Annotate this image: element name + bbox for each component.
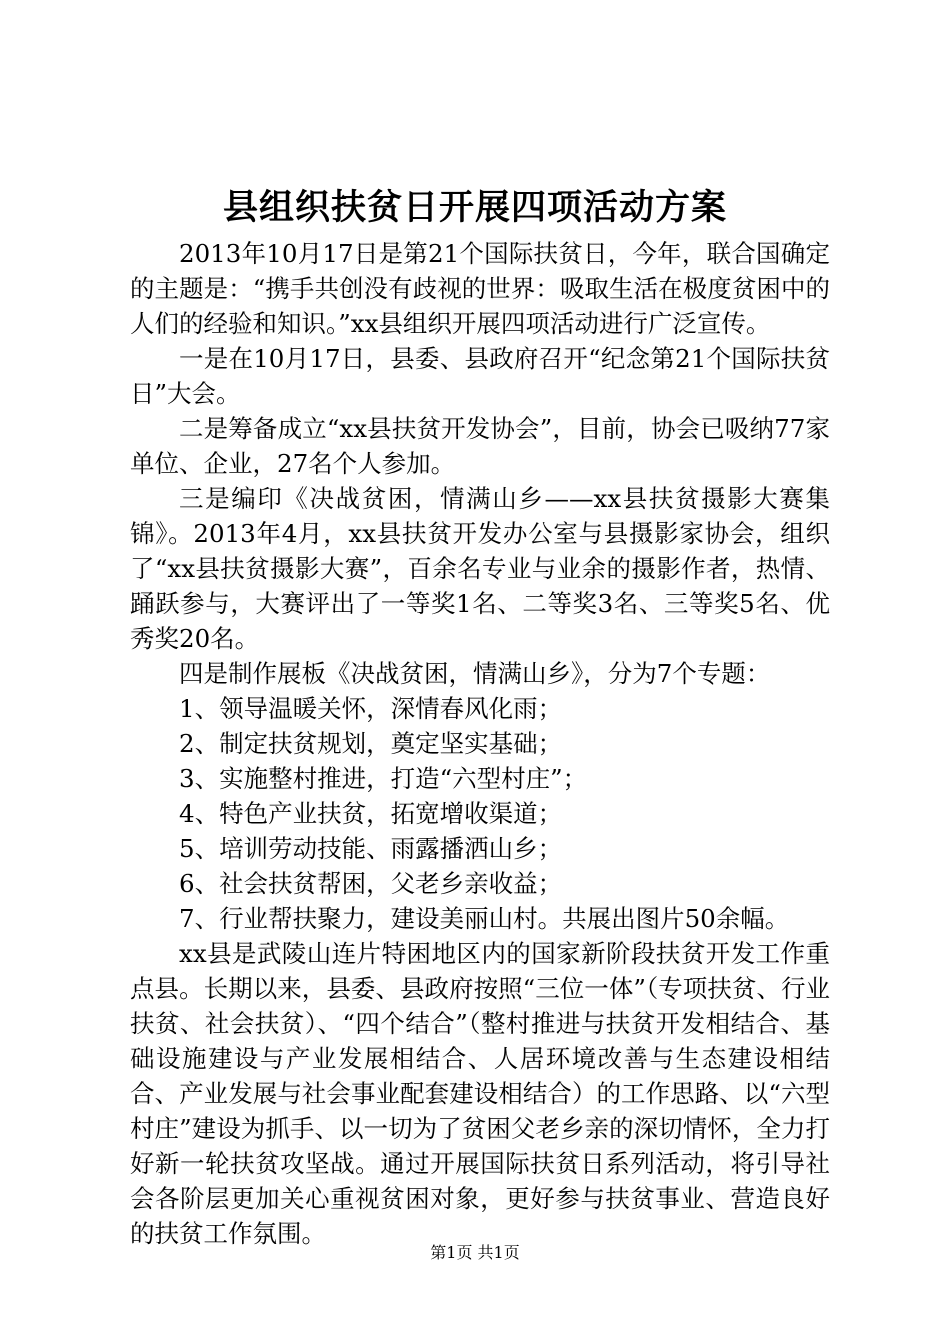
- list-item: 5、培训劳动技能、雨露播洒山乡；: [179, 834, 563, 863]
- list-item: 2、制定扶贫规划，奠定坚实基础；: [179, 729, 563, 758]
- paragraph-intro: 2013年10月17日是第21个国际扶贫日，今年，联合国确定的主题是：“携手共创没有歧视的世界：吸取生活在极度贫困中的人们的经验和知识。”xx县组织开展四项活动进行广泛宣传。: [130, 239, 830, 338]
- list-item: 3、实施整村推进，打造“六型村庄”；: [179, 764, 588, 793]
- list-item: 6、社会扶贫帮困，父老乡亲收益；: [179, 869, 563, 898]
- document-body: [130, 236, 830, 1251]
- paragraph-activity-2: 二是筹备成立“xx县扶贫开发协会”，目前，协会已吸纳77家单位、企业，27名个人参加。: [130, 414, 830, 478]
- paragraph-closing: xx县是武陵山连片特困地区内的国家新阶段扶贫开发工作重点县。长期以来，县委、县政府按照“三位一体”（专项扶贫、行业扶贫、社会扶贫）、“四个结合”（整村推进与扶贫开发相结合、基础设施建设与产业发展相结合、人居环境改善与生态建设相结合、产业发展与社会事业配套建设相结合）的工作思路、以“六型村庄”建设为抓手、以一切为了贫困父老乡亲的深切情怀，全力打好新一轮扶贫攻坚战。通过开展国际扶贫日系列活动，将引导社会各阶层更加关心重视贫困对象，更好参与扶贫事业、营造良好的扶贫工作氛围。: [130, 939, 830, 1248]
- document-title: 县组织扶贫日开展四项活动方案: [222, 187, 727, 228]
- list-item: 4、特色产业扶贫，拓宽增收渠道；: [179, 799, 563, 828]
- list-item: 1、领导温暖关怀，深情春风化雨；: [179, 694, 563, 723]
- paragraph-activity-4: 四是制作展板《决战贫困，情满山乡》，分为7个专题：: [179, 659, 771, 688]
- paragraph-activity-1: 一是在10月17日，县委、县政府召开“纪念第21个国际扶贫日”大会。: [130, 344, 830, 408]
- list-item: 7、行业帮扶聚力，建设美丽山村。共展出图片50余幅。: [179, 904, 790, 933]
- page-footer: 第1页 共1页: [430, 1243, 520, 1262]
- paragraph-activity-3: 三是编印《决战贫困，情满山乡——xx县扶贫摄影大赛集锦》。2013年4月，xx县扶贫开发办公室与县摄影家协会，组织了“xx县扶贫摄影大赛”，百余名专业与业余的摄影作者，热情、踊跃参与，大赛评出了一等奖1名、二等奖3名、三等奖5名、优秀奖20名。: [130, 484, 830, 653]
